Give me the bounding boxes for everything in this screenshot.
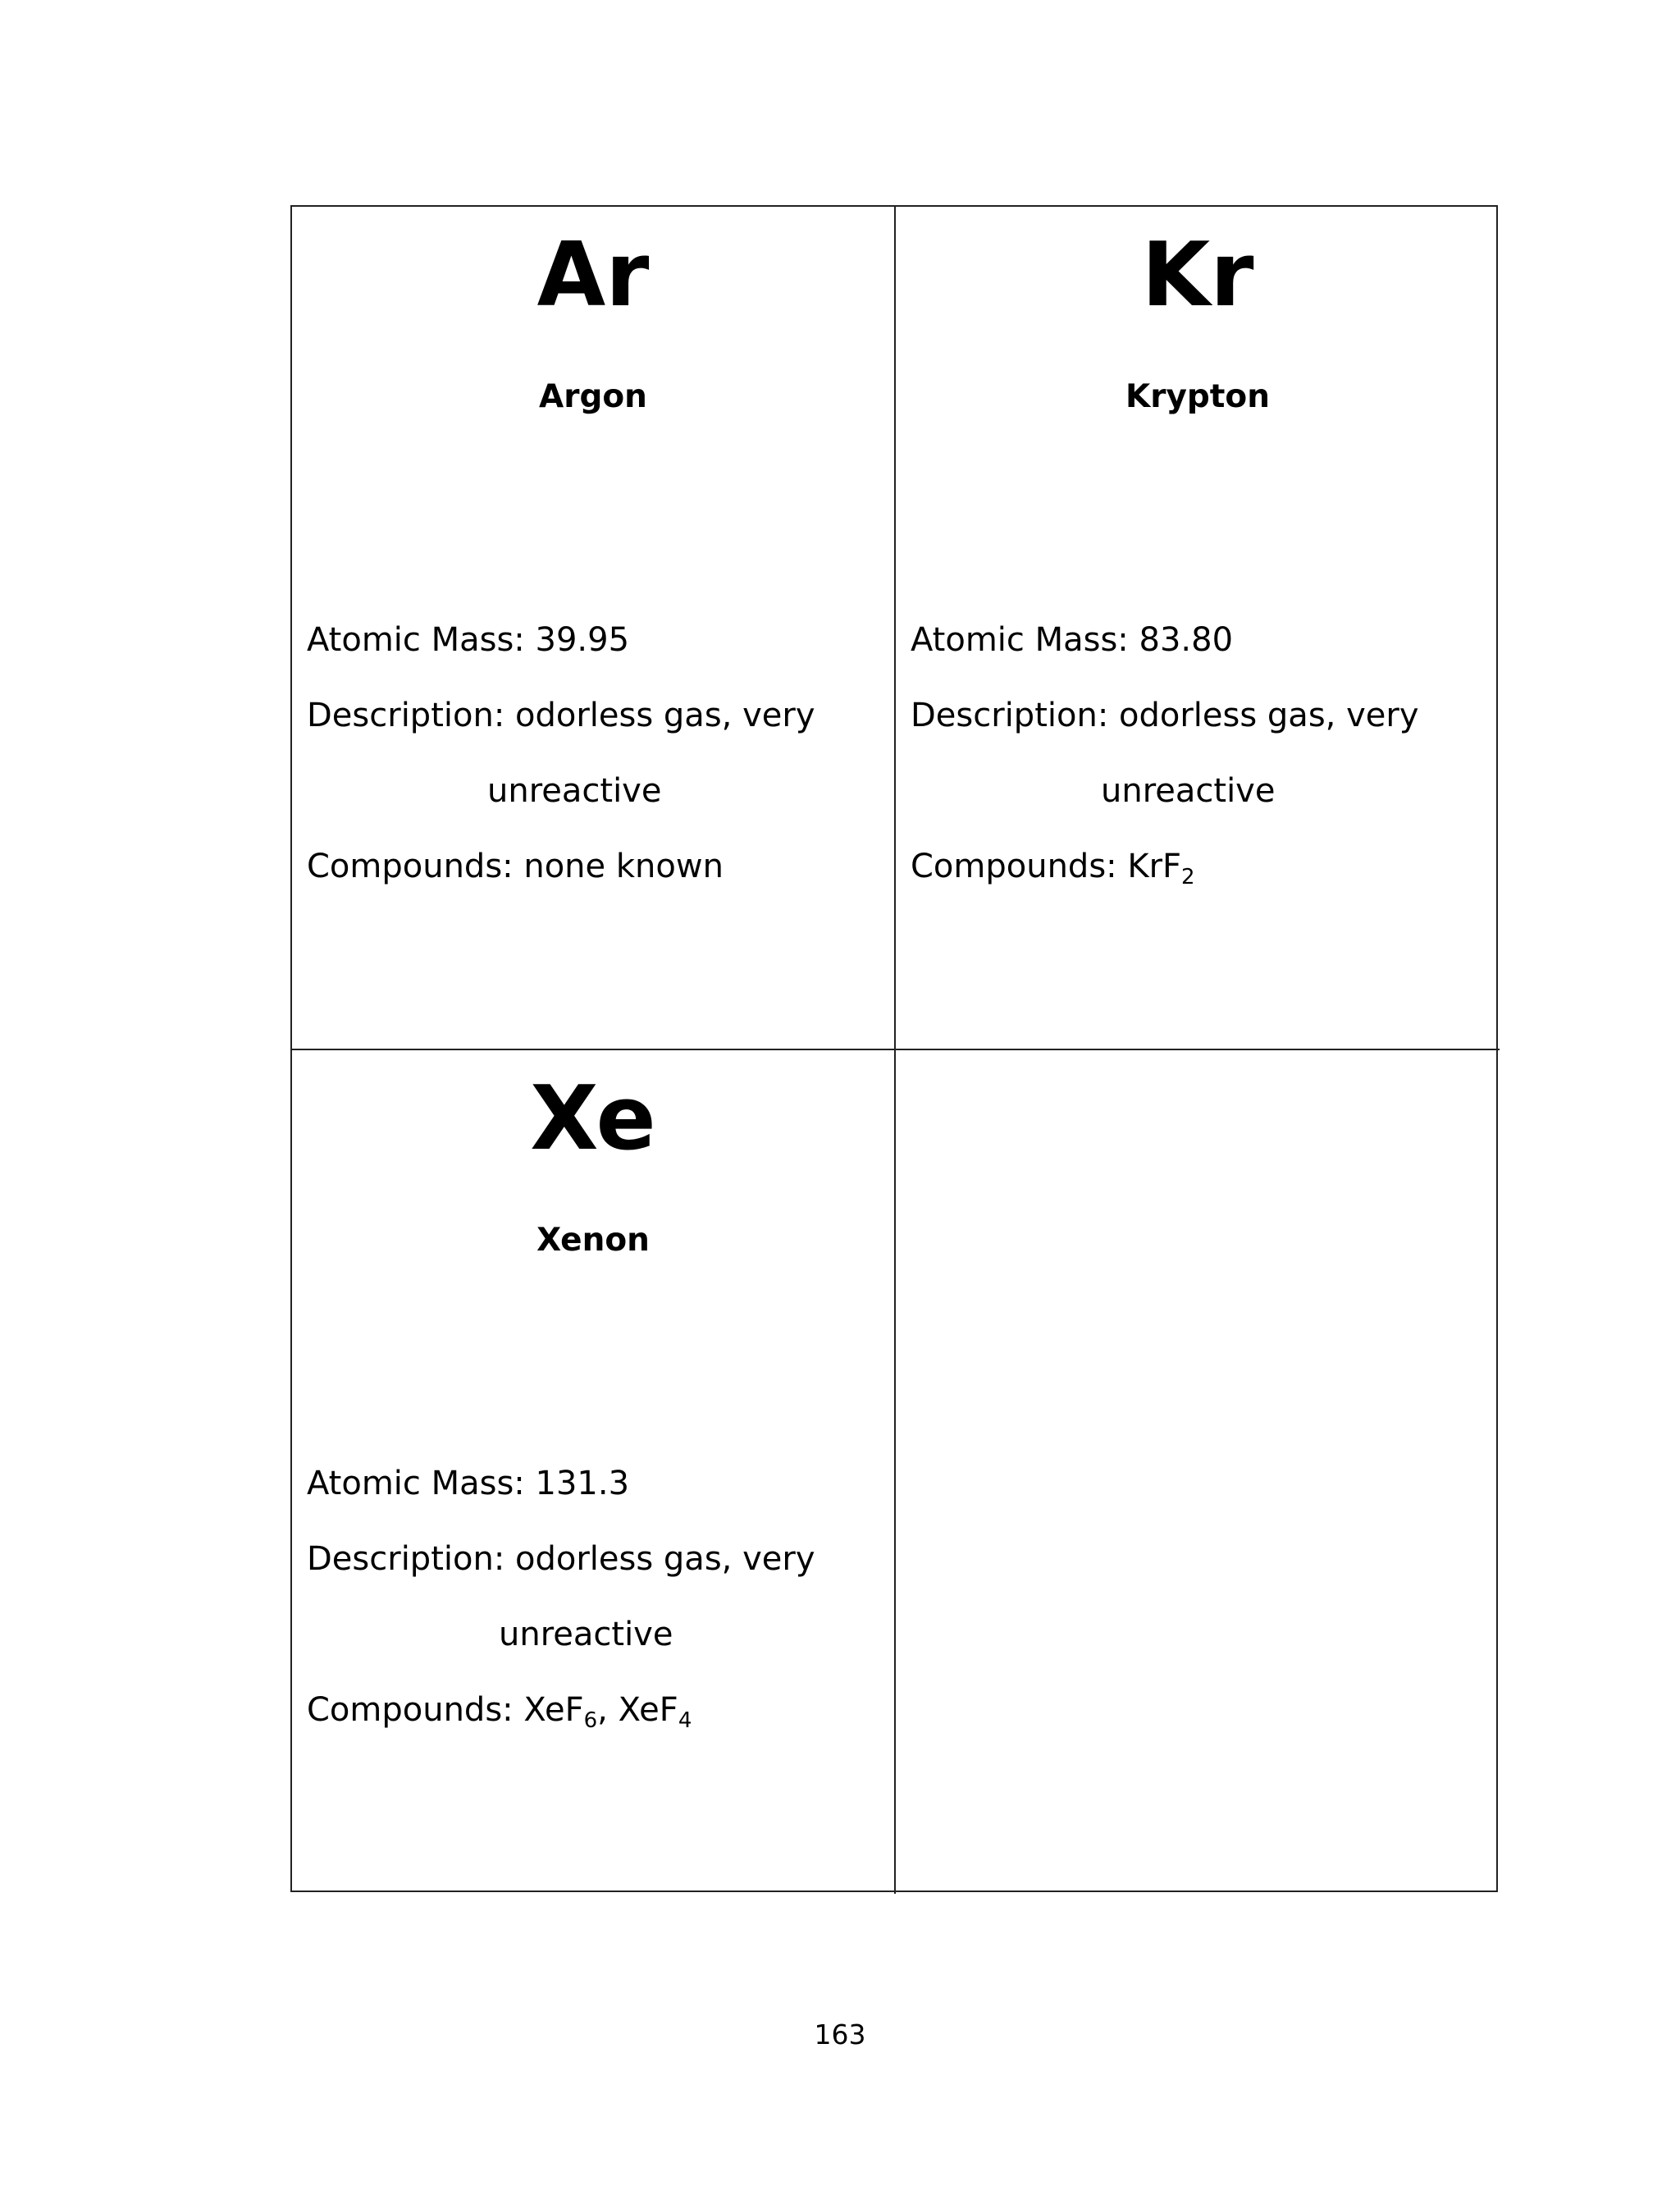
atomic-mass-value: 131.3 [535, 1465, 630, 1502]
element-name: Krypton [1125, 378, 1270, 415]
compound-subscript: 4 [678, 1708, 692, 1733]
atomic-mass-line [307, 1446, 886, 1521]
description-text: odorless gas, very [515, 1540, 815, 1578]
empty-card [896, 1050, 1500, 1894]
description-text: odorless gas, very [1119, 697, 1419, 734]
description-continuation: unreactive [499, 1616, 673, 1653]
compounds-label: Compounds: [911, 848, 1117, 885]
atomic-mass-label: Atomic Mass: [911, 621, 1129, 659]
description-line [307, 678, 886, 753]
atomic-mass-line [307, 602, 886, 678]
element-info [911, 602, 1491, 904]
element-name: Xenon [536, 1222, 650, 1259]
atomic-mass-line [911, 602, 1491, 678]
compounds-line [307, 1672, 886, 1748]
element-symbol: Kr [1141, 224, 1254, 327]
element-card-xenon [292, 1050, 896, 1894]
description-line [307, 1521, 886, 1597]
element-card-argon [292, 207, 896, 1050]
element-name: Argon [539, 378, 647, 415]
compound-formula: XeF [618, 1691, 678, 1729]
description-label: Description: [911, 697, 1109, 734]
compound-subscript: 2 [1181, 865, 1195, 889]
element-info [307, 1446, 886, 1748]
atomic-mass-label: Atomic Mass: [307, 621, 525, 659]
compound-formula: XeF [523, 1691, 584, 1729]
compounds-label: Compounds: [307, 848, 514, 885]
atomic-mass-value: 83.80 [1139, 621, 1234, 659]
element-card-table [290, 205, 1498, 1892]
element-symbol: Ar [536, 224, 650, 327]
compound-separator: , [597, 1691, 619, 1729]
description-label: Description: [307, 697, 505, 734]
description-continuation: unreactive [1101, 772, 1276, 810]
compounds-label: Compounds: [307, 1691, 514, 1729]
description-label: Description: [307, 1540, 505, 1578]
compounds-line [911, 829, 1491, 904]
element-symbol: Xe [530, 1068, 656, 1170]
description-continuation: unreactive [487, 772, 662, 810]
compound-formula: KrF [1127, 848, 1182, 885]
page-number: 163 [814, 2019, 866, 2051]
atomic-mass-value: 39.95 [535, 621, 630, 659]
element-card-krypton [896, 207, 1500, 1050]
atomic-mass-label: Atomic Mass: [307, 1465, 525, 1502]
description-line [911, 678, 1491, 753]
description-text: odorless gas, very [515, 697, 815, 734]
compound-subscript: 6 [583, 1708, 598, 1733]
compounds-line [307, 829, 886, 904]
compound-formula: none known [523, 848, 724, 885]
element-info [307, 602, 886, 904]
